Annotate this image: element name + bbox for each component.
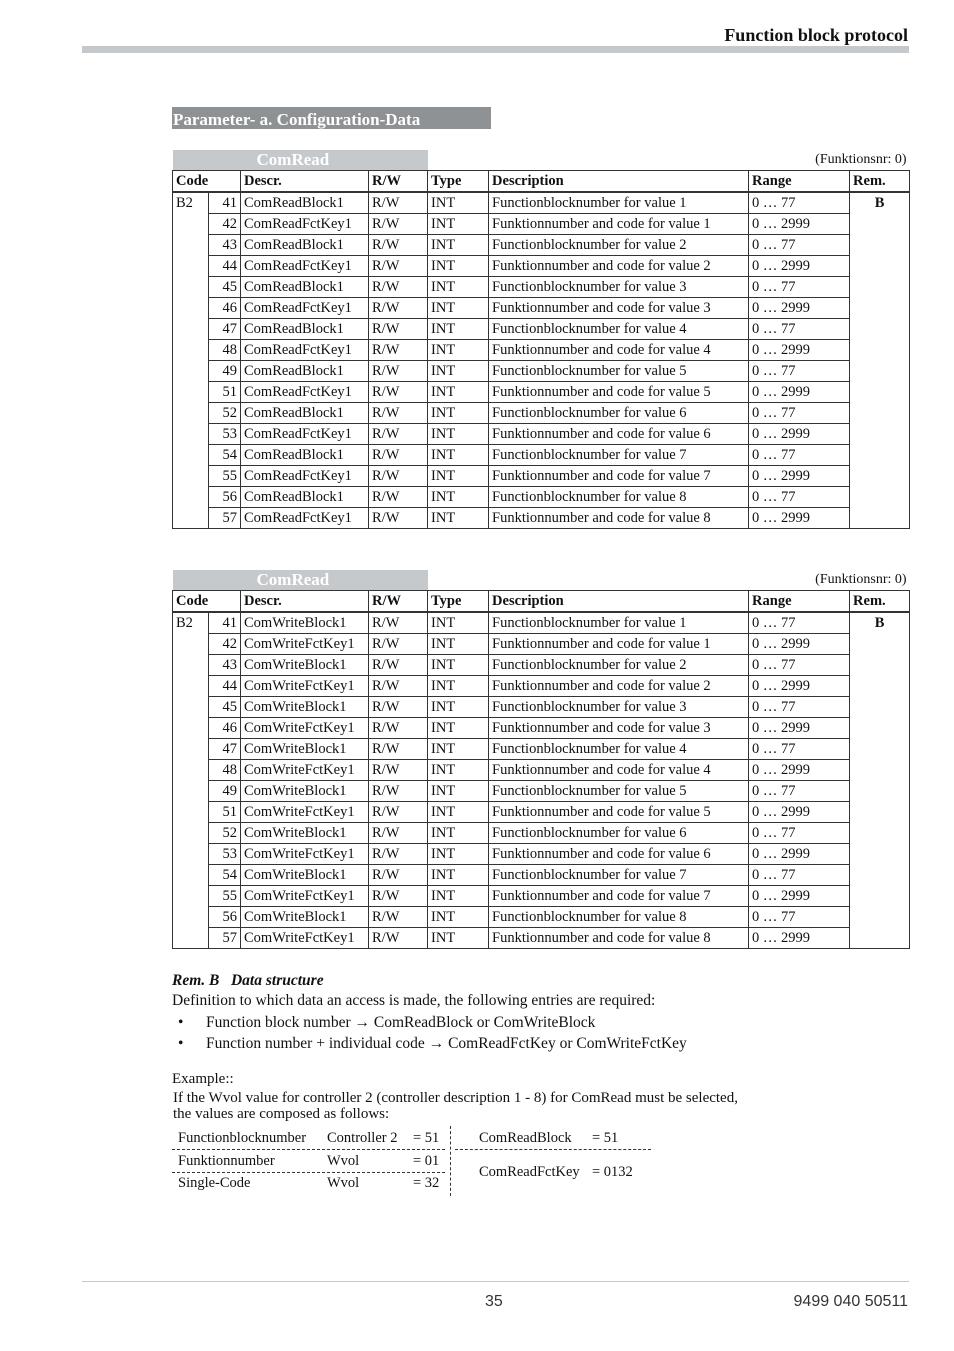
row-number: 41 [209, 192, 241, 214]
row-range: 0 … 2999 [749, 424, 850, 445]
table-row [173, 676, 910, 697]
row-rw: R/W [369, 886, 428, 907]
row-range: 0 … 2999 [749, 382, 850, 403]
row-type: INT [428, 277, 489, 298]
row-description: Functionblocknumber for value 1 [489, 612, 749, 634]
table-row [173, 277, 910, 298]
row-descr: ComWriteBlock1 [241, 655, 369, 676]
remark-definition: Definition to which data an access is made, the following entries are required: [172, 992, 656, 1009]
row-description: Functionblocknumber for value 3 [489, 277, 749, 298]
row-descr: ComWriteFctKey1 [241, 928, 369, 949]
row-descr: ComWriteFctKey1 [241, 760, 369, 781]
row-rw: R/W [369, 823, 428, 844]
row-descr: ComWriteFctKey1 [241, 718, 369, 739]
row-type: INT [428, 192, 489, 214]
row-rw: R/W [369, 676, 428, 697]
row-type: INT [428, 865, 489, 886]
row-number: 48 [209, 760, 241, 781]
example-label: Example:: [172, 1071, 234, 1087]
row-rw: R/W [369, 298, 428, 319]
row-rw: R/W [369, 718, 428, 739]
row-descr: ComWriteBlock1 [241, 823, 369, 844]
row-range: 0 … 2999 [749, 466, 850, 487]
row-rw: R/W [369, 634, 428, 655]
row-descr: ComWriteBlock1 [241, 612, 369, 634]
col-description: Description [489, 591, 749, 613]
row-number: 51 [209, 382, 241, 403]
row-rw: R/W [369, 697, 428, 718]
comread-table [172, 150, 910, 529]
row-rw: R/W [369, 235, 428, 256]
dashed-divider [172, 1149, 445, 1150]
row-rw: R/W [369, 445, 428, 466]
row-description: Functionblocknumber for value 7 [489, 865, 749, 886]
row-rw: R/W [369, 739, 428, 760]
col-descr: Descr. [241, 591, 369, 613]
example-result-val: = 51 [592, 1130, 619, 1146]
row-type: INT [428, 676, 489, 697]
col-rw: R/W [369, 171, 428, 193]
row-number: 54 [209, 865, 241, 886]
row-number: 52 [209, 403, 241, 424]
funktionsnr-label: (Funktionsnr: 0) [815, 572, 907, 587]
table-row [173, 403, 910, 424]
row-description: Funktionnumber and code for value 6 [489, 424, 749, 445]
table-row [173, 612, 910, 634]
col-range: Range [749, 591, 850, 613]
remark-bullets [172, 1012, 687, 1054]
row-range: 0 … 77 [749, 403, 850, 424]
row-descr: ComReadBlock1 [241, 235, 369, 256]
list-item [172, 1033, 687, 1054]
header-bar [82, 46, 909, 53]
row-description: Functionblocknumber for value 2 [489, 655, 749, 676]
row-range: 0 … 2999 [749, 886, 850, 907]
row-type: INT [428, 781, 489, 802]
table-row [173, 319, 910, 340]
row-description: Funktionnumber and code for value 1 [489, 214, 749, 235]
row-range: 0 … 77 [749, 907, 850, 928]
example-row-sub: Wvol [327, 1175, 360, 1191]
row-type: INT [428, 298, 489, 319]
col-rem: Rem. [850, 591, 910, 613]
row-type: INT [428, 487, 489, 508]
row-range: 0 … 2999 [749, 508, 850, 529]
row-number: 51 [209, 802, 241, 823]
funktionsnr-label: (Funktionsnr: 0) [815, 152, 907, 167]
row-type: INT [428, 760, 489, 781]
row-type: INT [428, 508, 489, 529]
row-rw: R/W [369, 487, 428, 508]
table-row [173, 382, 910, 403]
row-number: 41 [209, 612, 241, 634]
table-row [173, 192, 910, 214]
col-rem: Rem. [850, 171, 910, 193]
row-number: 43 [209, 235, 241, 256]
header-title: Function block protocol [724, 25, 908, 45]
example-row-val: = 32 [413, 1175, 440, 1191]
row-range: 0 … 2999 [749, 214, 850, 235]
row-descr: ComWriteFctKey1 [241, 886, 369, 907]
row-rw: R/W [369, 907, 428, 928]
row-description: Functionblocknumber for value 6 [489, 403, 749, 424]
row-number: 47 [209, 319, 241, 340]
row-number: 55 [209, 466, 241, 487]
row-range: 0 … 2999 [749, 928, 850, 949]
page-number: 35 [485, 1293, 503, 1310]
row-descr: ComWriteFctKey1 [241, 634, 369, 655]
row-description: Funktionnumber and code for value 3 [489, 718, 749, 739]
table-row [173, 508, 910, 529]
row-description: Funktionnumber and code for value 2 [489, 256, 749, 277]
row-number: 56 [209, 907, 241, 928]
row-range: 0 … 77 [749, 865, 850, 886]
example-row-name: Single-Code [178, 1175, 251, 1191]
row-description: Funktionnumber and code for value 3 [489, 298, 749, 319]
document-number: 9499 040 50511 [793, 1293, 908, 1310]
row-range: 0 … 77 [749, 319, 850, 340]
table-row [173, 886, 910, 907]
row-number: 49 [209, 781, 241, 802]
row-range: 0 … 77 [749, 655, 850, 676]
row-description: Functionblocknumber for value 8 [489, 487, 749, 508]
row-rw: R/W [369, 865, 428, 886]
row-rw: R/W [369, 277, 428, 298]
table-header-row [173, 591, 910, 613]
row-type: INT [428, 382, 489, 403]
row-description: Funktionnumber and code for value 7 [489, 466, 749, 487]
row-descr: ComWriteBlock1 [241, 739, 369, 760]
example-line-1: If the Wvol value for controller 2 (controller description 1 - 8) for ComRead must be selected, [173, 1090, 738, 1106]
row-number: 49 [209, 361, 241, 382]
row-rw: R/W [369, 928, 428, 949]
col-descr: Descr. [241, 171, 369, 193]
example-result-name: ComReadFctKey [479, 1164, 580, 1180]
remark-block [172, 972, 687, 1054]
row-description: Funktionnumber and code for value 2 [489, 676, 749, 697]
row-description: Funktionnumber and code for value 4 [489, 760, 749, 781]
row-descr: ComReadBlock1 [241, 487, 369, 508]
col-range: Range [749, 171, 850, 193]
row-type: INT [428, 445, 489, 466]
row-range: 0 … 77 [749, 739, 850, 760]
row-rw: R/W [369, 424, 428, 445]
row-number: 57 [209, 928, 241, 949]
row-range: 0 … 2999 [749, 718, 850, 739]
row-descr: ComWriteFctKey1 [241, 844, 369, 865]
row-range: 0 … 2999 [749, 256, 850, 277]
row-rw: R/W [369, 844, 428, 865]
table-row [173, 865, 910, 886]
row-number: 45 [209, 277, 241, 298]
table-row [173, 823, 910, 844]
row-description: Functionblocknumber for value 1 [489, 192, 749, 214]
row-range: 0 … 77 [749, 361, 850, 382]
example-row-sub: Wvol [327, 1153, 360, 1169]
col-code: Code [173, 171, 241, 193]
bullet-text: Function number + individual code → ComReadFctKey or ComWriteFctKey [206, 1035, 687, 1052]
table-name: ComRead [173, 570, 428, 591]
table-row [173, 781, 910, 802]
row-rem: B [850, 192, 910, 529]
row-number: 48 [209, 340, 241, 361]
table-row [173, 445, 910, 466]
row-type: INT [428, 612, 489, 634]
row-number: 46 [209, 298, 241, 319]
row-range: 0 … 77 [749, 192, 850, 214]
row-type: INT [428, 424, 489, 445]
example-row-sub: Controller 2 [327, 1130, 398, 1146]
row-descr: ComWriteBlock1 [241, 865, 369, 886]
row-rw: R/W [369, 340, 428, 361]
row-description: Functionblocknumber for value 6 [489, 823, 749, 844]
row-description: Funktionnumber and code for value 4 [489, 340, 749, 361]
row-range: 0 … 2999 [749, 802, 850, 823]
table-row [173, 487, 910, 508]
row-type: INT [428, 361, 489, 382]
example-row-val: = 51 [413, 1130, 440, 1146]
table-row [173, 760, 910, 781]
row-number: 57 [209, 508, 241, 529]
row-range: 0 … 77 [749, 697, 850, 718]
row-rw: R/W [369, 612, 428, 634]
table-row [173, 907, 910, 928]
row-range: 0 … 2999 [749, 634, 850, 655]
row-type: INT [428, 823, 489, 844]
row-range: 0 … 2999 [749, 676, 850, 697]
row-number: 42 [209, 634, 241, 655]
row-number: 43 [209, 655, 241, 676]
row-type: INT [428, 844, 489, 865]
dashed-divider [172, 1172, 445, 1173]
table-row [173, 298, 910, 319]
table-row [173, 655, 910, 676]
row-description: Functionblocknumber for value 3 [489, 697, 749, 718]
row-type: INT [428, 634, 489, 655]
row-description: Functionblocknumber for value 8 [489, 907, 749, 928]
example-result-name: ComReadBlock [479, 1130, 572, 1146]
row-rw: R/W [369, 319, 428, 340]
row-rw: R/W [369, 192, 428, 214]
row-rw: R/W [369, 655, 428, 676]
table-row [173, 634, 910, 655]
row-rw: R/W [369, 466, 428, 487]
row-type: INT [428, 739, 489, 760]
row-descr: ComWriteBlock1 [241, 781, 369, 802]
row-type: INT [428, 340, 489, 361]
row-range: 0 … 77 [749, 823, 850, 844]
row-type: INT [428, 886, 489, 907]
row-descr: ComReadBlock1 [241, 361, 369, 382]
row-descr: ComReadBlock1 [241, 403, 369, 424]
col-type: Type [428, 591, 489, 613]
row-descr: ComReadFctKey1 [241, 340, 369, 361]
table-row [173, 466, 910, 487]
row-range: 0 … 2999 [749, 298, 850, 319]
row-descr: ComWriteFctKey1 [241, 802, 369, 823]
row-descr: ComWriteBlock1 [241, 697, 369, 718]
footer-rule [82, 1281, 909, 1282]
row-rw: R/W [369, 760, 428, 781]
row-descr: ComReadFctKey1 [241, 466, 369, 487]
table-row [173, 361, 910, 382]
row-descr: ComReadBlock1 [241, 319, 369, 340]
table-row [173, 718, 910, 739]
remark-title: Rem. B Data structure [172, 972, 324, 989]
dashed-separator [450, 1126, 451, 1196]
row-type: INT [428, 655, 489, 676]
example-row-name: Funktionnumber [178, 1153, 275, 1169]
table-row [173, 424, 910, 445]
row-number: 45 [209, 697, 241, 718]
row-description: Funktionnumber and code for value 6 [489, 844, 749, 865]
row-description: Funktionnumber and code for value 7 [489, 886, 749, 907]
row-range: 0 … 2999 [749, 844, 850, 865]
row-code: B2 [173, 192, 209, 529]
row-description: Functionblocknumber for value 4 [489, 319, 749, 340]
row-range: 0 … 2999 [749, 760, 850, 781]
row-description: Funktionnumber and code for value 5 [489, 382, 749, 403]
col-rw: R/W [369, 591, 428, 613]
row-number: 54 [209, 445, 241, 466]
table-row [173, 802, 910, 823]
row-description: Funktionnumber and code for value 8 [489, 928, 749, 949]
col-type: Type [428, 171, 489, 193]
row-number: 46 [209, 718, 241, 739]
row-rw: R/W [369, 781, 428, 802]
row-range: 0 … 77 [749, 235, 850, 256]
row-type: INT [428, 214, 489, 235]
example-row-val: = 01 [413, 1153, 440, 1169]
row-type: INT [428, 256, 489, 277]
row-description: Functionblocknumber for value 5 [489, 361, 749, 382]
dashed-divider [455, 1149, 651, 1150]
row-descr: ComReadFctKey1 [241, 424, 369, 445]
row-type: INT [428, 697, 489, 718]
row-type: INT [428, 802, 489, 823]
bullet-text: Function block number → ComReadBlock or ComWriteBlock [206, 1014, 596, 1031]
row-descr: ComReadFctKey1 [241, 382, 369, 403]
row-number: 44 [209, 676, 241, 697]
row-descr: ComReadBlock1 [241, 192, 369, 214]
example-result-val: = 0132 [592, 1164, 633, 1180]
row-rw: R/W [369, 403, 428, 424]
row-rw: R/W [369, 508, 428, 529]
row-type: INT [428, 466, 489, 487]
table-row [173, 928, 910, 949]
table-row [173, 739, 910, 760]
row-description: Funktionnumber and code for value 5 [489, 802, 749, 823]
row-range: 0 … 77 [749, 612, 850, 634]
row-descr: ComReadFctKey1 [241, 508, 369, 529]
example-text [173, 1090, 738, 1122]
row-range: 0 … 77 [749, 277, 850, 298]
row-number: 52 [209, 823, 241, 844]
row-range: 0 … 77 [749, 445, 850, 466]
section-title: Parameter- a. Configuration-Data [172, 107, 491, 129]
bullet-icon: • [178, 1035, 184, 1052]
row-code: B2 [173, 612, 209, 949]
row-rw: R/W [369, 361, 428, 382]
row-type: INT [428, 907, 489, 928]
row-number: 47 [209, 739, 241, 760]
comwrite-table [172, 570, 910, 949]
col-description: Description [489, 171, 749, 193]
col-code: Code [173, 591, 241, 613]
row-rw: R/W [369, 256, 428, 277]
example-row-name: Functionblocknumber [178, 1130, 307, 1146]
row-number: 44 [209, 256, 241, 277]
row-number: 53 [209, 844, 241, 865]
row-type: INT [428, 235, 489, 256]
row-number: 55 [209, 886, 241, 907]
row-description: Functionblocknumber for value 2 [489, 235, 749, 256]
example-line-2: the values are composed as follows: [173, 1106, 390, 1122]
row-description: Functionblocknumber for value 4 [489, 739, 749, 760]
row-type: INT [428, 319, 489, 340]
row-number: 53 [209, 424, 241, 445]
row-range: 0 … 2999 [749, 340, 850, 361]
row-range: 0 … 77 [749, 487, 850, 508]
table-row [173, 844, 910, 865]
table-row [173, 697, 910, 718]
row-description: Funktionnumber and code for value 1 [489, 634, 749, 655]
table-row [173, 214, 910, 235]
table-header-row [173, 171, 910, 193]
row-description: Funktionnumber and code for value 8 [489, 508, 749, 529]
row-descr: ComWriteBlock1 [241, 907, 369, 928]
row-type: INT [428, 928, 489, 949]
row-descr: ComReadFctKey1 [241, 256, 369, 277]
table-row [173, 235, 910, 256]
row-number: 42 [209, 214, 241, 235]
bullet-icon: • [178, 1014, 184, 1031]
row-rw: R/W [369, 802, 428, 823]
row-descr: ComWriteFctKey1 [241, 676, 369, 697]
row-rw: R/W [369, 382, 428, 403]
list-item [172, 1012, 687, 1033]
table-row [173, 256, 910, 277]
row-type: INT [428, 403, 489, 424]
table-name: ComRead [173, 150, 428, 171]
table-row [173, 340, 910, 361]
row-number: 56 [209, 487, 241, 508]
row-descr: ComReadFctKey1 [241, 298, 369, 319]
row-descr: ComReadBlock1 [241, 445, 369, 466]
row-descr: ComReadFctKey1 [241, 214, 369, 235]
row-rw: R/W [369, 214, 428, 235]
row-description: Functionblocknumber for value 5 [489, 781, 749, 802]
row-type: INT [428, 718, 489, 739]
row-description: Functionblocknumber for value 7 [489, 445, 749, 466]
row-descr: ComReadBlock1 [241, 277, 369, 298]
row-range: 0 … 77 [749, 781, 850, 802]
row-rem: B [850, 612, 910, 949]
